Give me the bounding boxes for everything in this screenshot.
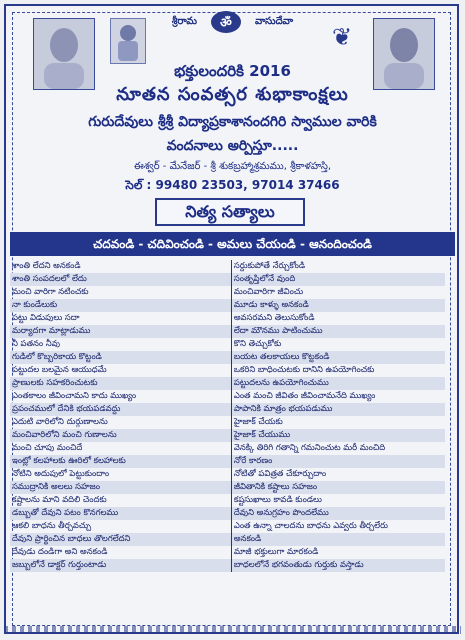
saying-first-half: పట్టుదల బలమైన ఆయుధమే — [12, 364, 107, 374]
saying-first-half: మర్యాదగా మాట్లాడుము — [10, 325, 231, 338]
table-row — [10, 468, 445, 481]
saying-second-half: మాజీ భక్తులుగా మారకండి — [231, 546, 445, 559]
saying-second-half: లేదా మౌనము పాటించుము — [231, 325, 445, 338]
saying-second-half: మంచివారిగా జీవించు — [231, 286, 445, 299]
saying-first-half: డబ్బుతో దేవుని పటం కొనగలము — [10, 507, 231, 520]
saying-first-half: సముద్రానికి అలలు సహజం — [10, 481, 231, 494]
table-row — [10, 260, 445, 273]
saying-first-half: మంచి చూపు మంచిదే — [12, 442, 83, 452]
saying-second-half: అవసరమని తెలుసుకోండి — [231, 312, 445, 325]
saying-first-half: ఎదుటి వారిలోని దుర్గుణాలను — [12, 416, 108, 426]
table-row — [10, 364, 445, 377]
invocation-line — [0, 6, 465, 38]
saying-second-half: హైజాక్ చేయకు — [231, 416, 445, 429]
saying-first-half: మంచి వారిగా నటించకు — [12, 286, 89, 296]
saying-first-half: ప్రపంచములో దేనికి భయపడవద్దు — [10, 403, 231, 416]
sayings-table — [10, 260, 445, 572]
table-row — [10, 533, 445, 546]
table-row — [10, 416, 445, 429]
table-row — [10, 442, 445, 455]
page-title: నిత్య సత్యాలు — [155, 198, 305, 226]
table-row — [10, 351, 445, 364]
saying-first-half: పట్టు విడుపులు సదా — [12, 312, 80, 322]
saying-first-half: ప్రాణులకు సహకరించుటకు — [10, 377, 231, 390]
contact-line: ఈశ్వర్ - మేనేజర్ - శ్రీ శుకబ్రహ్మాశ్రమము, శ్రీకాళహస్తి, — [133, 161, 332, 172]
saying-second-half: జీవితానికి కష్టాలు సహజం — [231, 481, 445, 494]
saying-first-half: ఎంతకాలం జీవించామని కాదు ముఖ్యం — [12, 390, 137, 400]
saying-first-half: జబ్బులోనే డాక్టర్ గుర్తుంటాడు — [10, 559, 231, 572]
phone-line: సెల్ : 99480 23503, 97014 37466 — [125, 178, 340, 192]
motto-banner: చదవండి - చదివించండి - అమలు చేయండి - ఆనందించండి — [10, 232, 455, 256]
saying-first-half: నా కుండేలుకు — [10, 299, 231, 312]
saying-first-half: శాంతి లేదని అనకండి — [12, 260, 81, 270]
saying-first-half: ఆకలి బాధను తీర్చవచ్చు — [12, 520, 92, 530]
table-row — [10, 455, 445, 468]
table-row — [10, 429, 445, 442]
saying-first-half: శాంతి సంపదలలో లేదు — [10, 273, 231, 286]
saying-second-half: ఎంత మంచి జీవితం జీవించామనేది ముఖ్యం — [231, 390, 445, 403]
right-invocation: వాసుదేవా — [254, 16, 294, 27]
table-row — [10, 312, 445, 325]
table-row — [10, 494, 445, 507]
saying-second-half: అనకండి — [231, 533, 445, 546]
om-icon: ॐ — [211, 11, 241, 33]
saying-first-half: దేవుడు దండిగా అని అనకండి — [12, 546, 108, 556]
table-row — [10, 273, 445, 286]
saying-second-half: నోటితో పవిత్రత చేకూర్చుదాం — [231, 468, 445, 481]
table-row — [10, 559, 445, 572]
saying-second-half: ఒకరిని బాధించుటకు దానిని ఉపయోగించకు — [231, 364, 445, 377]
saying-second-half: కొని తెచ్చుకోకు — [231, 338, 445, 351]
saying-first-half: ఇంట్లో కలహాలకు ఊరిలో కలహాలకు — [10, 455, 231, 468]
table-row — [10, 325, 445, 338]
table-row — [10, 507, 445, 520]
table-row — [10, 520, 445, 533]
saying-second-half: పాపానికి మాత్రం భయపడుము — [231, 403, 445, 416]
table-row — [10, 338, 445, 351]
left-invocation: శ్రీరామ — [171, 16, 197, 27]
saying-second-half: హైజాక్ చేయుము — [231, 429, 445, 442]
saying-first-half: దేవుని ప్రార్థించిన బాధలు తొలగలేదని — [10, 533, 231, 546]
saying-second-half: మూడు కాళ్ళు అనకండి — [231, 299, 445, 312]
table-row — [10, 286, 445, 299]
saying-second-half: పట్టుదలను ఉపయోగించుము — [231, 377, 445, 390]
saying-second-half: సర్దుకుపోతే నేర్చుకోండి — [231, 260, 445, 273]
table-row — [10, 299, 445, 312]
saying-second-half: నోరే కారణం — [231, 455, 445, 468]
table-row — [10, 377, 445, 390]
saying-first-half: మంచివారిలోని మంచి గుణాలను — [10, 429, 231, 442]
saying-first-half: కష్టాలను మాని వదిలి చెందకు — [12, 494, 107, 504]
saying-second-half: ఎంత ఉన్నా చాలదను బాధను ఎవ్వరు తీర్చలేరు — [231, 520, 445, 533]
saying-second-half: కష్టసుఖాలు కావడి కుండలు — [231, 494, 445, 507]
saying-second-half: బయట తలకాయలు కొట్టకండి — [231, 351, 445, 364]
table-row — [10, 546, 445, 559]
saying-first-half: గుడిలో కొబ్బరికాయ కొట్టండి — [10, 351, 231, 364]
saying-second-half: వెనక్కి తిరిగి గతాన్ని గమనించుట మరీ మంచిది — [231, 442, 445, 455]
greeting-line-2: నూతన సంవత్సర శుభాకాంక్షలు — [116, 84, 349, 105]
saying-first-half: నీ పతనం నీవు — [12, 338, 61, 348]
guru-line-1: గురుదేవులు శ్రీశ్రీ విద్యాప్రకాశానందగిరి స్వాముల వారికి — [88, 114, 377, 130]
saying-first-half: నోటిని అదుపులో పెట్టుకుందాం — [12, 468, 110, 478]
table-row — [10, 481, 445, 494]
table-row — [10, 390, 445, 403]
table-row — [10, 403, 445, 416]
saying-second-half: సంతృప్తిలోనే వుంది — [231, 273, 445, 286]
decorative-border — [4, 626, 461, 634]
leaf-emblem-icon: ❦ — [331, 23, 353, 51]
saying-second-half: బాధలలోనే భగవంతుడు గుర్తుకు వస్తాడు — [231, 559, 445, 572]
greeting-line-1: భక్తులందరికి 2016 — [174, 62, 291, 80]
guru-line-2: వందనాలు అర్పిస్తూ..... — [166, 138, 299, 154]
saying-second-half: దేవుని అనుగ్రహం పొందలేము — [231, 507, 445, 520]
